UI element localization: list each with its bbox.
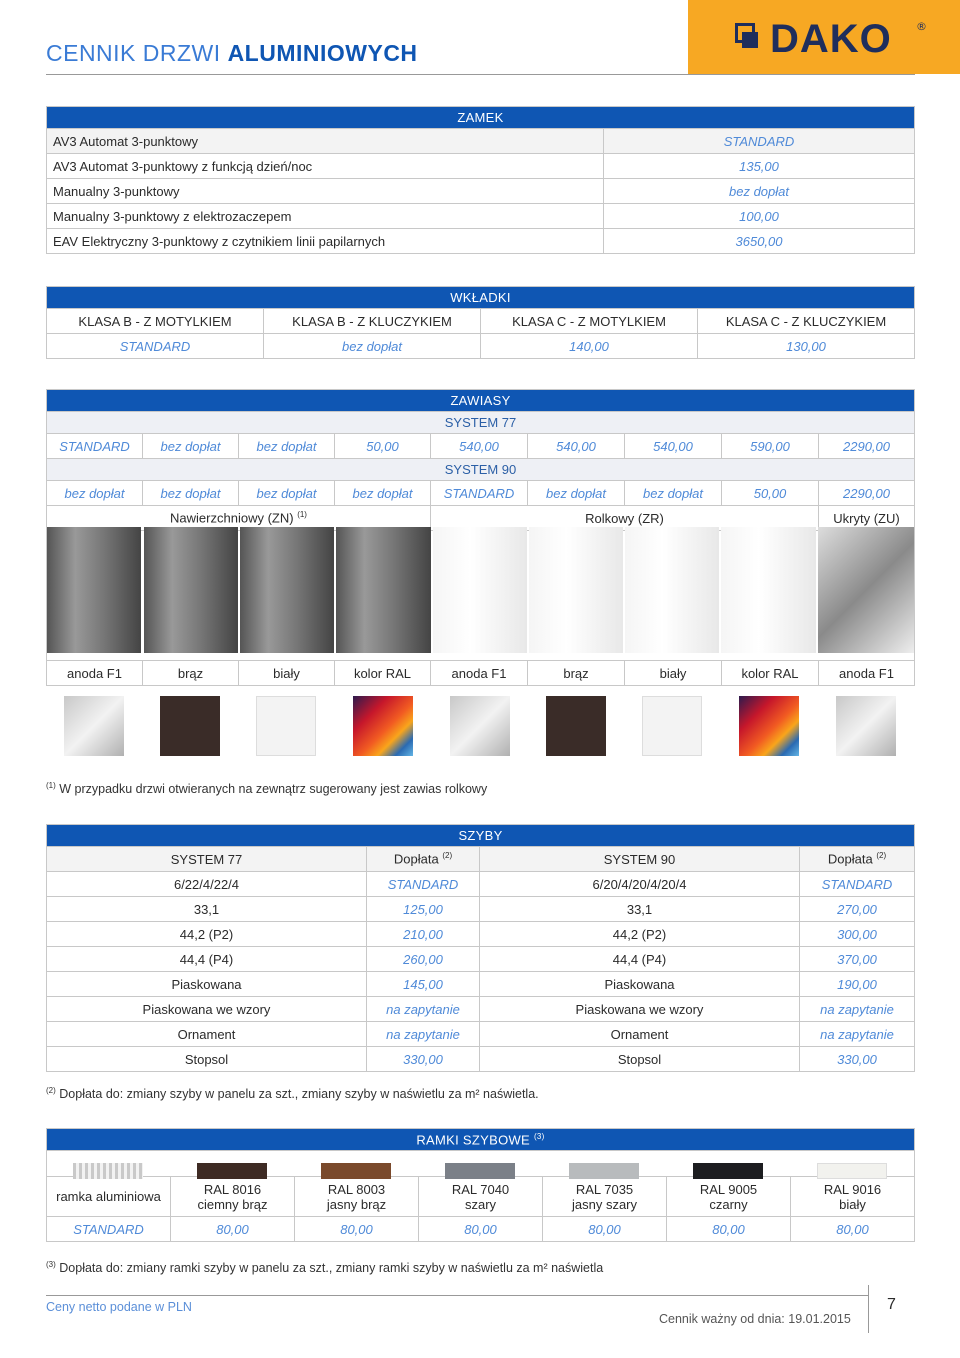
- szyby-price: 330,00: [800, 1047, 915, 1072]
- hinge-image-zr-anoda: [433, 527, 527, 653]
- hinge-image-zr-ral: [721, 527, 816, 653]
- hinge-image-zu-anoda: [818, 527, 914, 653]
- swatch-anoda-f1: [450, 696, 510, 756]
- footnote-text: Dopłata do: zmiany ramki szyby w panelu za szt., zmiany ramki szyby w naświetlu za m² naświetla: [59, 1261, 604, 1276]
- wkladki-value: 140,00: [481, 334, 698, 359]
- system77-value: STANDARD: [47, 434, 143, 459]
- ramki-color-name: biały: [839, 1196, 866, 1212]
- szyby-table: [46, 824, 915, 1072]
- system77-label: SYSTEM 77: [47, 412, 915, 434]
- szyby-price: na zapytanie: [367, 1022, 480, 1047]
- szyby-price: 260,00: [367, 947, 480, 972]
- footer-vertical-divider: [868, 1285, 869, 1333]
- system90-value: bez dopłat: [239, 481, 335, 506]
- hinge-image-zn-anoda: [47, 527, 141, 653]
- hinge-color: brąz: [143, 661, 239, 686]
- ramki-price: 80,00: [543, 1217, 667, 1242]
- szyby-cell: Piaskowana: [480, 972, 800, 997]
- szyby-header-label: Dopłata: [393, 851, 439, 867]
- szyby-header: SYSTEM 77: [47, 847, 367, 872]
- zamek-name: Manualny 3-punktowy: [47, 179, 604, 204]
- szyby-price: STANDARD: [367, 872, 480, 897]
- szyby-price: na zapytanie: [800, 997, 915, 1022]
- system90-value: 2290,00: [819, 481, 915, 506]
- ramki-color-name: ciemny brąz: [197, 1196, 268, 1212]
- swatch-braz: [160, 696, 220, 756]
- ramki-code: RAL 8003: [327, 1181, 386, 1197]
- ramki-title-sup: (3): [533, 1131, 545, 1141]
- szyby-cell: 44,2 (P2): [480, 922, 800, 947]
- wkladki-header: KLASA C - Z KLUCZYKIEM: [698, 309, 915, 334]
- zamek-value: bez dopłat: [604, 179, 915, 204]
- hinge-image-zn-bialy: [240, 527, 334, 653]
- ramki-item: [667, 1177, 791, 1217]
- hinge-image-zn-braz: [144, 527, 238, 653]
- szyby-header-sup: (2): [442, 851, 453, 861]
- ramki-footnote: [46, 1260, 603, 1275]
- system90-value: bez dopłat: [335, 481, 431, 506]
- szyby-price: na zapytanie: [367, 997, 480, 1022]
- footer-left: Ceny netto podane w PLN: [46, 1300, 192, 1314]
- footnote-sup: (2): [46, 1086, 56, 1095]
- hinge-color: kolor RAL: [335, 661, 431, 686]
- szyby-cell: 44,2 (P2): [47, 922, 367, 947]
- szyby-cell: Stopsol: [480, 1047, 800, 1072]
- wkladki-value: STANDARD: [47, 334, 264, 359]
- wkladki-header: KLASA B - Z KLUCZYKIEM: [264, 309, 481, 334]
- ramki-price: STANDARD: [47, 1217, 171, 1242]
- hinge-color: brąz: [528, 661, 625, 686]
- swatch-bialy: [642, 696, 702, 756]
- hinge-image-zr-bialy: [625, 527, 719, 653]
- ramki-table: [46, 1128, 915, 1242]
- ramki-item: [791, 1177, 915, 1217]
- szyby-cell: 6/20/4/20/4/20/4: [480, 872, 800, 897]
- zamek-name: AV3 Automat 3-punktowy z funkcją dzień/noc: [47, 154, 604, 179]
- wkladki-value: bez dopłat: [264, 334, 481, 359]
- frame-swatch: [321, 1163, 391, 1179]
- szyby-header: [800, 847, 915, 872]
- system90-value: bez dopłat: [625, 481, 722, 506]
- swatch-bialy: [256, 696, 316, 756]
- hinge-color: anoda F1: [47, 661, 143, 686]
- ramki-color-name: jasny szary: [571, 1196, 638, 1212]
- szyby-title: SZYBY: [47, 825, 915, 847]
- hinge-type-zn-sup: (1): [297, 510, 307, 520]
- frame-swatch: [817, 1163, 887, 1179]
- szyby-price: 330,00: [367, 1047, 480, 1072]
- zamek-value: STANDARD: [604, 129, 915, 154]
- zamek-name: EAV Elektryczny 3-punktowy z czytnikiem linii papilarnych: [47, 229, 604, 254]
- szyby-price: 145,00: [367, 972, 480, 997]
- system77-value: 590,00: [722, 434, 819, 459]
- zamek-title: ZAMEK: [47, 107, 915, 129]
- ramki-item: [295, 1177, 419, 1217]
- system90-value: bez dopłat: [47, 481, 143, 506]
- zamek-name: AV3 Automat 3-punktowy: [47, 129, 604, 154]
- szyby-header-label: Dopłata: [827, 851, 873, 867]
- frame-swatch: [445, 1163, 515, 1179]
- swatch-kolor-ral: [739, 696, 799, 756]
- system90-value: 50,00: [722, 481, 819, 506]
- ramki-color-name: szary: [464, 1196, 497, 1212]
- ramki-price: 80,00: [667, 1217, 791, 1242]
- ramki-code: RAL 7035: [575, 1181, 634, 1197]
- ramki-code: RAL 9016: [823, 1181, 882, 1197]
- szyby-price: 370,00: [800, 947, 915, 972]
- frame-swatch-aluminium: [73, 1163, 143, 1179]
- szyby-cell: 44,4 (P4): [47, 947, 367, 972]
- szyby-cell: Stopsol: [47, 1047, 367, 1072]
- ramki-price: 80,00: [791, 1217, 915, 1242]
- title-bold: ALUMINIOWYCH: [227, 40, 418, 66]
- szyby-cell: Piaskowana we wzory: [480, 997, 800, 1022]
- szyby-price: 125,00: [367, 897, 480, 922]
- hinge-image-zr-braz: [529, 527, 623, 653]
- hinge-color: biały: [625, 661, 722, 686]
- ramki-item: [419, 1177, 543, 1217]
- frame-swatch: [569, 1163, 639, 1179]
- szyby-header-sup: (2): [876, 851, 887, 861]
- zamek-table: [46, 106, 915, 254]
- hinge-color: anoda F1: [431, 661, 528, 686]
- ramki-price: 80,00: [171, 1217, 295, 1242]
- szyby-price: 300,00: [800, 922, 915, 947]
- ramki-item: [171, 1177, 295, 1217]
- system90-label: SYSTEM 90: [47, 459, 915, 481]
- ramki-item: [543, 1177, 667, 1217]
- hinge-type-zr: Rolkowy (ZR): [431, 506, 819, 531]
- szyby-cell: Ornament: [480, 1022, 800, 1047]
- footnote-text: Dopłata do: zmiany szyby w panelu za szt., zmiany szyby w naświetlu za m² naświetla.: [59, 1087, 539, 1102]
- ramki-first: ramka aluminiowa: [47, 1177, 171, 1217]
- hinge-color: anoda F1: [819, 661, 915, 686]
- szyby-cell: 6/22/4/22/4: [47, 872, 367, 897]
- system90-value: bez dopłat: [528, 481, 625, 506]
- zamek-value: 135,00: [604, 154, 915, 179]
- ramki-price: 80,00: [295, 1217, 419, 1242]
- logo-square-fill: [742, 32, 758, 48]
- system90-value: bez dopłat: [143, 481, 239, 506]
- logo-registered-mark: ®: [916, 20, 927, 33]
- footnote-sup: (3): [46, 1260, 56, 1269]
- page-title: [46, 40, 418, 67]
- hinge-type-zu: Ukryty (ZU): [819, 506, 915, 531]
- ramki-color-name: jasny brąz: [326, 1196, 387, 1212]
- hinge-image-zn-ral: [336, 527, 431, 653]
- logo-text: DAKO: [770, 17, 892, 61]
- ramki-color-name: czarny: [709, 1196, 748, 1212]
- szyby-cell: 33,1: [47, 897, 367, 922]
- system90-value: STANDARD: [431, 481, 528, 506]
- szyby-price: 270,00: [800, 897, 915, 922]
- hinge-color: biały: [239, 661, 335, 686]
- system77-value: 540,00: [431, 434, 528, 459]
- zamek-value: 3650,00: [604, 229, 915, 254]
- szyby-cell: Ornament: [47, 1022, 367, 1047]
- ramki-code: RAL 9005: [699, 1181, 758, 1197]
- logo: [688, 0, 960, 74]
- ramki-title: [47, 1129, 915, 1151]
- szyby-price: 210,00: [367, 922, 480, 947]
- wkladki-title: WKŁADKI: [47, 287, 915, 309]
- system77-value: 540,00: [528, 434, 625, 459]
- swatch-anoda-f1: [64, 696, 124, 756]
- szyby-cell: Piaskowana: [47, 972, 367, 997]
- szyby-price: STANDARD: [800, 872, 915, 897]
- swatch-kolor-ral: [353, 696, 413, 756]
- wkladki-header: KLASA C - Z MOTYLKIEM: [481, 309, 698, 334]
- szyby-cell: Piaskowana we wzory: [47, 997, 367, 1022]
- footer-divider: [46, 1295, 868, 1296]
- ramki-price: 80,00: [419, 1217, 543, 1242]
- zawiasy-title: ZAWIASY: [47, 390, 915, 412]
- footer-right: Cennik ważny od dnia: 19.01.2015: [659, 1312, 851, 1326]
- frame-swatch: [197, 1163, 267, 1179]
- zamek-name: Manualny 3-punktowy z elektrozaczepem: [47, 204, 604, 229]
- title-light: CENNIK DRZWI: [46, 40, 228, 66]
- zamek-value: 100,00: [604, 204, 915, 229]
- szyby-price: 190,00: [800, 972, 915, 997]
- footnote-text: W przypadku drzwi otwieranych na zewnątrz sugerowany jest zawias rolkowy: [59, 782, 488, 797]
- header-divider: [46, 74, 915, 75]
- system77-value: bez dopłat: [239, 434, 335, 459]
- hinge-type-zn-label: Nawierzchniowy (ZN): [170, 510, 294, 526]
- swatch-braz: [546, 696, 606, 756]
- szyby-header: [367, 847, 480, 872]
- ramki-title-label: RAMKI SZYBOWE: [416, 1132, 531, 1148]
- system77-value: 2290,00: [819, 434, 915, 459]
- szyby-cell: 44,4 (P4): [480, 947, 800, 972]
- system77-value: 50,00: [335, 434, 431, 459]
- frame-swatch: [693, 1163, 763, 1179]
- system77-value: 540,00: [625, 434, 722, 459]
- hinge-color: kolor RAL: [722, 661, 819, 686]
- footnote-sup: (1): [46, 781, 56, 790]
- wkladki-value: 130,00: [698, 334, 915, 359]
- szyby-header: SYSTEM 90: [480, 847, 800, 872]
- szyby-price: na zapytanie: [800, 1022, 915, 1047]
- ramki-code: RAL 7040: [451, 1181, 510, 1197]
- zawiasy-footnote: [46, 781, 487, 796]
- page-number: 7: [887, 1296, 896, 1313]
- szyby-cell: 33,1: [480, 897, 800, 922]
- ramki-code: RAL 8016: [203, 1181, 262, 1197]
- system77-value: bez dopłat: [143, 434, 239, 459]
- wkladki-table: [46, 286, 915, 359]
- wkladki-header: KLASA B - Z MOTYLKIEM: [47, 309, 264, 334]
- swatch-anoda-f1: [836, 696, 896, 756]
- szyby-footnote: [46, 1086, 539, 1101]
